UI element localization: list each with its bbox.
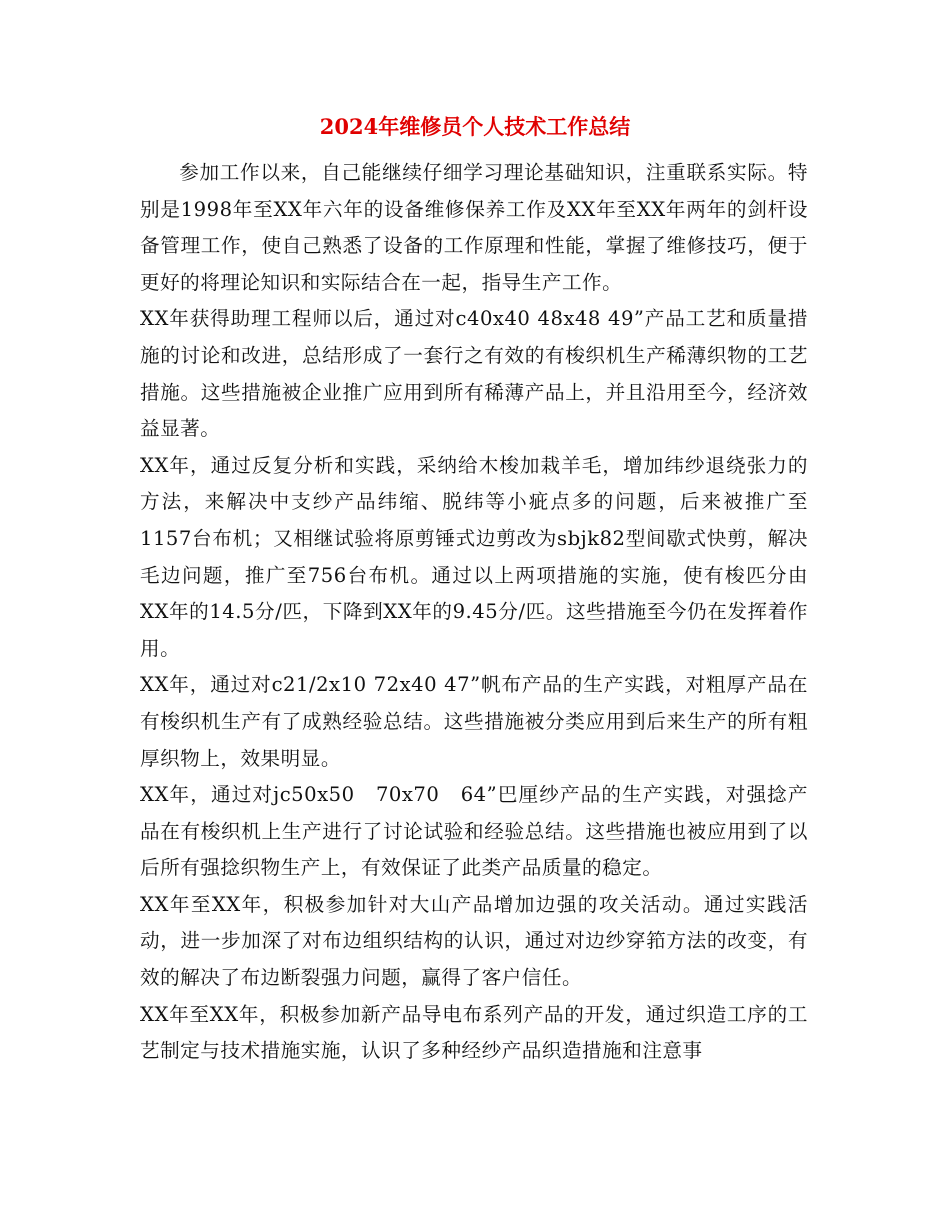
paragraph-2: XX年获得助理工程师以后，通过对c40x40 48x48 49”产品工艺和质量措施的讨论和改进，总结形成了一套行之有效的有梭织机生产稀薄织物的工艺措施。这些措施被企业推广应用到所有稀薄产品上，并且沿用至今，经济效益显著。: [140, 307, 808, 441]
paragraph-5: XX年，通过对jc50x50 70x70 64”巴厘纱产品的生产实践，对强捻产品在有梭织机上生产进行了讨论试验和经验总结。这些措施也被应用到了以后所有强捻织物生产上，有效保证了此类产品质量的稳定。: [140, 783, 808, 880]
paragraph-1: 参加工作以来，自己能继续仔细学习理论基础知识，注重联系实际。特别是1998年至XX年六年的设备维修保养工作及XX年至XX年两年的剑杆设备管理工作，使自己熟悉了设备的工作原理和性能，掌握了维修技巧，便于更好的将理论知识和实际结合在一起，指导生产工作。: [140, 161, 808, 294]
paragraph-7: XX年至XX年，积极参加新产品导电布系列产品的开发，通过织造工序的工艺制定与技术措施实施，认识了多种经纱产品织造措施和注意事: [140, 1002, 808, 1063]
document-body: [140, 155, 808, 1070]
paragraph-6: XX年至XX年，积极参加针对大山产品增加边强的攻关活动。通过实践活动，进一步加深了对布边组织结构的认识，通过对边纱穿筘方法的改变，有效的解决了布边断裂强力问题，赢得了客户信任。: [140, 892, 808, 990]
paragraph-4: XX年，通过对c21/2x10 72x40 47”帆布产品的生产实践，对粗厚产品在有梭织机生产有了成熟经验总结。这些措施被分类应用到后来生产的所有粗厚织物上，效果明显。: [140, 673, 808, 770]
document-title: 2024年维修员个人技术工作总结: [319, 114, 631, 139]
paragraph-3: XX年，通过反复分析和实践，采纳给木梭加栽羊毛，增加纬纱退绕张力的方法，来解决中支纱产品纬缩、脱纬等小疵点多的问题，后来被推广至1157台布机；又相继试验将原剪锤式边剪改为sbjk82型间歇式快剪，解决毛边问题，推广至756台布机。通过以上两项措施的实施，使有梭匹分由XX年的14.5分/匹，下降到XX年的9.45分/匹。这些措施至今仍在发挥着作用。: [140, 453, 808, 660]
